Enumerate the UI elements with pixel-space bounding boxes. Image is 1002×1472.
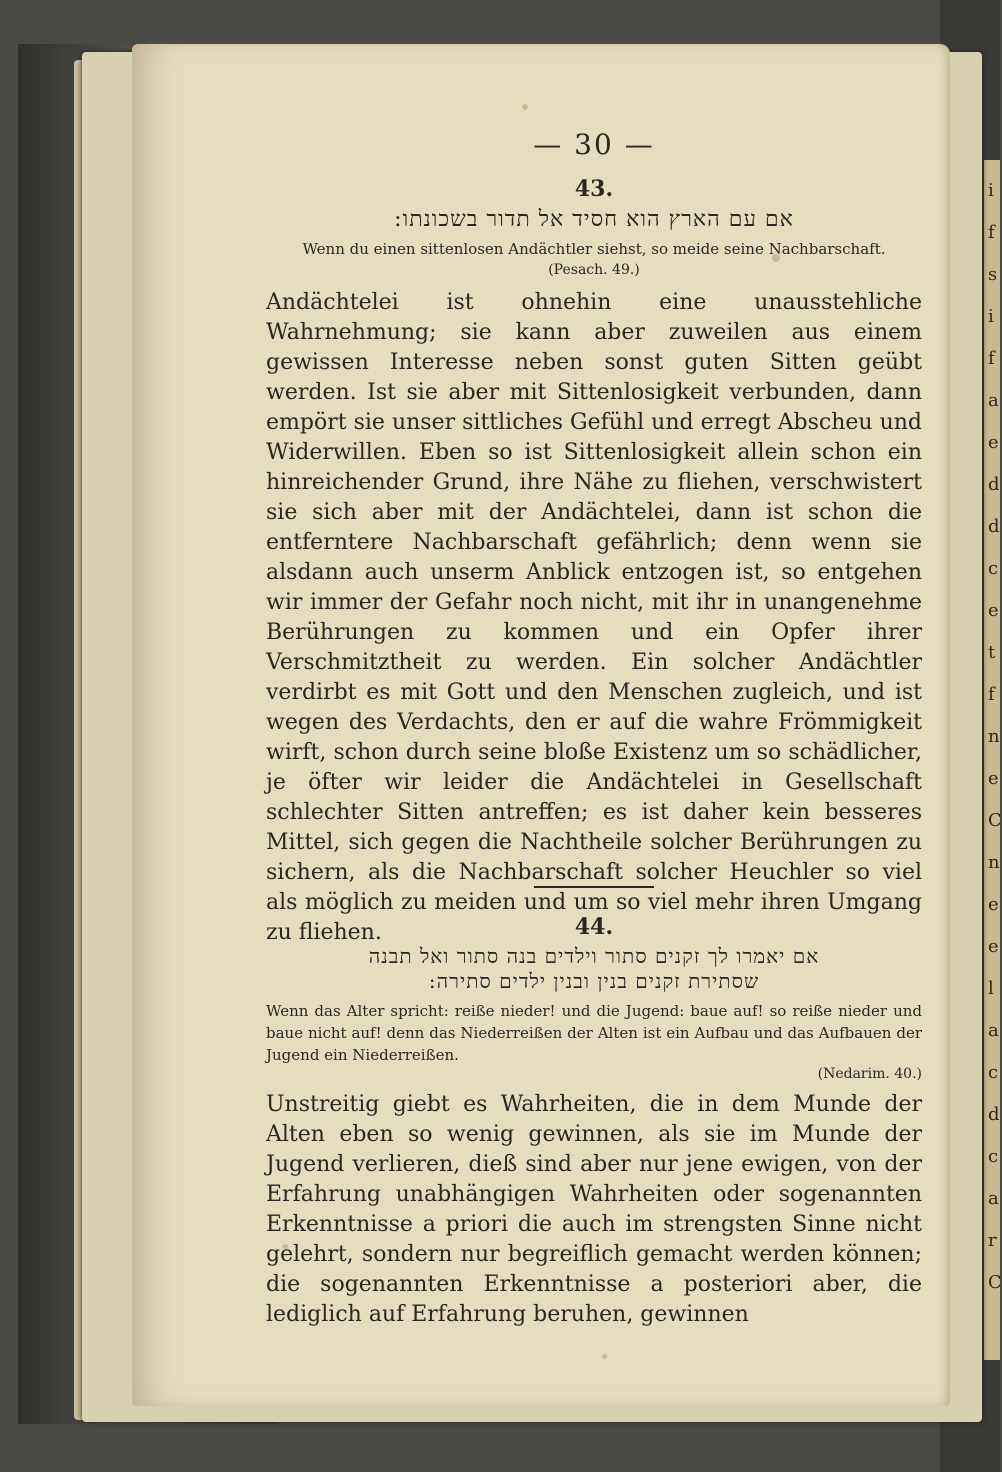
facing-page-letter: C — [988, 1272, 1002, 1293]
facing-page-letter: C — [988, 810, 1002, 831]
section-number: 44. — [574, 914, 614, 940]
facing-page-letter: e — [988, 432, 999, 453]
facing-page-letter: c — [988, 558, 999, 579]
source-citation: (Pesach. 49.) — [548, 262, 640, 278]
facing-page-letter: e — [988, 936, 999, 957]
source-citation: (Nedarim. 40.) — [817, 1066, 922, 1082]
section-divider — [534, 886, 654, 888]
facing-page-letter: n — [988, 852, 1000, 873]
section-body: Unstreitig giebt es Wahrheiten, die in dem Munde der Alten eben so wenig gewinnen, als sie im Munde der Jugend verlieren, dieß sind aber nur jene ewigen, von der Erfahrung unabhängigen Wahrheiten oder sogenannten Erkenntnisse a priori die auch im strengsten Sinne nicht gelehrt, sondern nur begreiflich gemacht werden können; die sogenannten Erkenntnisse a posteriori aber, die lediglich auf Erfahrung beruhen, gewinnen — [266, 1092, 922, 1327]
facing-page-letter: c — [988, 1062, 999, 1083]
facing-page-letter: s — [988, 264, 998, 285]
facing-page-strip — [984, 160, 1000, 1360]
facing-page-letter: f — [988, 222, 995, 243]
facing-page-letter: r — [988, 1230, 997, 1251]
facing-page-letter: d — [988, 516, 1000, 537]
hebrew-quote-line-1: אם יאמרו לך זקנים סתור וילדים בנה סתור ואל תבנה — [368, 944, 820, 968]
facing-page-letter: i — [988, 306, 994, 327]
translation: Wenn das Alter spricht: reiße nieder! und die Jugend: baue auf! so reiße nieder und baue nicht auf! denn das Niederreißen der Alten ist ein Aufbau und das Aufbauen der Jugend ein Niederreißen. — [266, 1002, 922, 1064]
facing-page-letter: e — [988, 768, 999, 789]
hebrew-quote-line-2: שסתירת זקנים בנין ובנין ילדים סתירה: — [428, 969, 760, 993]
facing-page-letter: n — [988, 726, 1000, 747]
facing-page-letter: i — [988, 180, 994, 201]
section-44 — [266, 914, 922, 1330]
facing-page-letter: d — [988, 1104, 1000, 1125]
translation: Wenn du einen sittenlosen Andächtler siehst, so meide seine Nachbarschaft. — [302, 240, 886, 258]
facing-page-letter: a — [988, 1020, 999, 1041]
hebrew-quote: אם עם הארץ הוא חסיד אל תדור בשכונתו: — [394, 207, 794, 232]
section-43 — [266, 176, 922, 948]
facing-page-letter: c — [988, 1146, 999, 1167]
section-number: 43. — [574, 176, 614, 202]
facing-page-letter: e — [988, 600, 999, 621]
facing-page-letter: a — [988, 1188, 999, 1209]
facing-page-letter: a — [988, 390, 999, 411]
facing-page-letter: t — [988, 642, 996, 663]
facing-page-letter: f — [988, 348, 995, 369]
book-page — [132, 44, 950, 1406]
section-body: Andächtelei ist ohnehin eine unausstehliche Wahrnehmung; sie kann aber zuweilen aus einem gewissen Interesse neben sonst guten Sitten geübt werden. Ist sie aber mit Sittenlosigkeit verbunden, dann empört sie unser sittliches Gefühl und erregt Abscheu und Widerwillen. Eben so ist Sittenlosigkeit allein schon ein hinreichender Grund, ihre Nähe zu fliehen, verschwistert sie sich aber mit der Andächtelei, dann ist schon die entferntere Nachbarschaft gefährlich; denn wenn sie alsdann auch unserm Anblick entzogen ist, so entgehen wir immer der Gefahr noch nicht, mit ihr in unangenehme Berührungen zu kommen und ein Opfer ihrer Verschmitztheit zu werden. Ein solcher Andächtler verdirbt es mit Gott und den Menschen zugleich, und ist wegen des Verdachts, den er auf die wahre Frömmigkeit wirft, schon durch seine bloße Existenz um so schädlicher, je öfter wir leider die Andächtelei in Gesellschaft schlechter Sitten antreffen; es ist daher kein besseres Mittel, sich gegen die Nachtheile solcher Berührungen zu sichern, als die Nachbarschaft solcher Heuchler so viel als möglich zu meiden und um so viel mehr ihren Umgang zu fliehen. — [266, 290, 922, 945]
page-number: — 30 — — [533, 128, 655, 161]
facing-page-letter: d — [988, 474, 1000, 495]
facing-page-letter: l — [988, 978, 994, 999]
facing-page-letter: e — [988, 894, 999, 915]
facing-page-letter: f — [988, 684, 995, 705]
